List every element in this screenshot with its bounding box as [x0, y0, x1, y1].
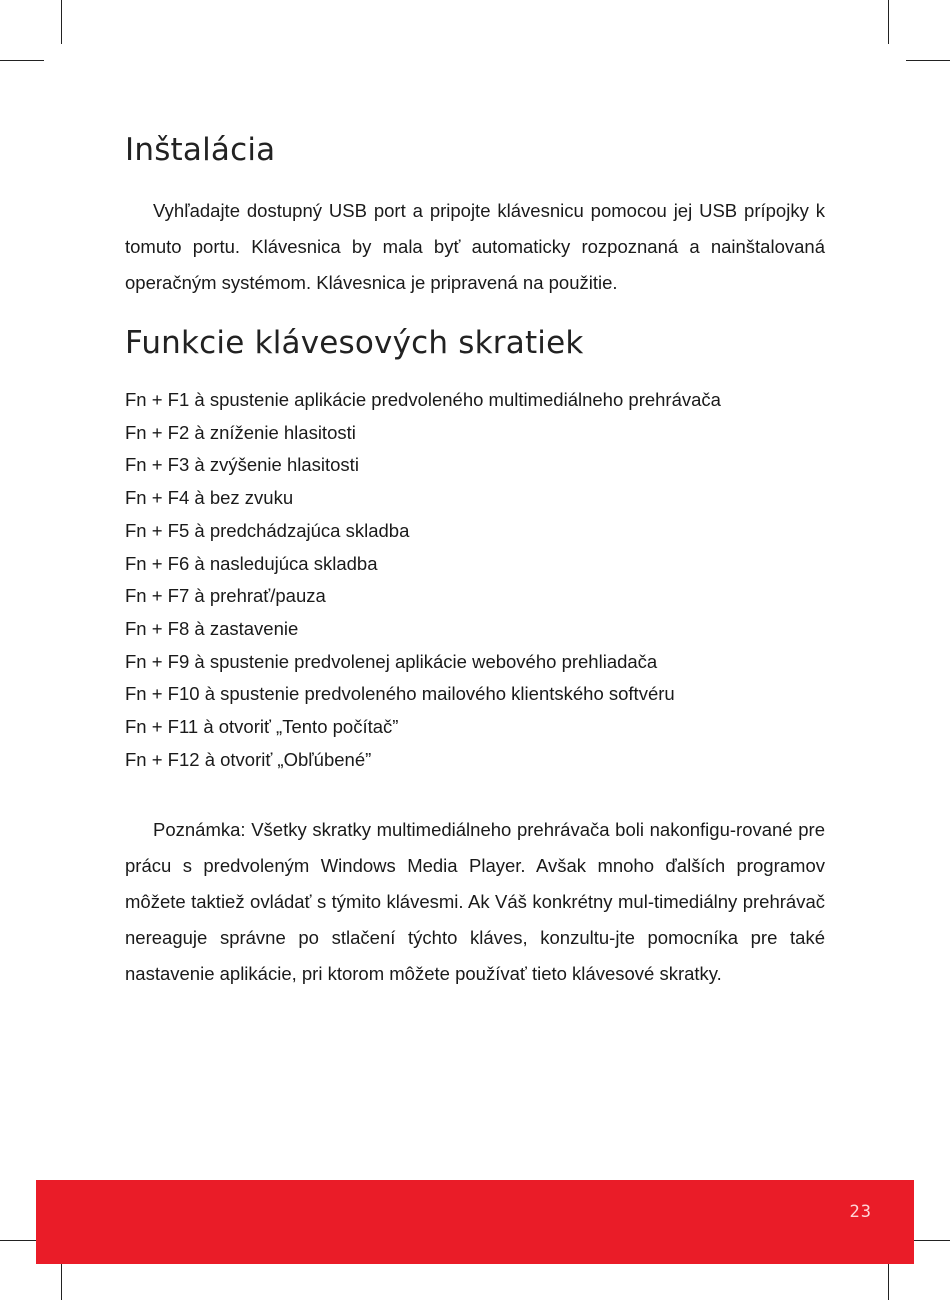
page-content [125, 130, 825, 992]
shortcut-item: Fn + F8 à zastavenie [125, 617, 299, 639]
shortcut-item: Fn + F4 à bez zvuku [125, 487, 294, 509]
installation-paragraph: Vyhľadajte dostupný USB port a pripojte klávesnicu pomocou jej USB prípojky k tomuto portu. Klávesnica by mala byť automaticky rozpoznaná a nainštalovaná operačným systémom. Klávesnica je pripravená na použitie. [125, 200, 825, 293]
shortcut-item: Fn + F6 à nasledujúca skladba [125, 552, 378, 574]
note-paragraph: Poznámka: Všetky skratky multimediálneho prehrávača boli nakonfigu-rované pre prácu s predvoleným Windows Media Player. Avšak mnoho ďalších programov môžete taktiež ovládať s týmito klávesmi. Ak Váš konkrétny mul-timediálny prehrávač nereaguje správne po stlačení týchto kláves, konzultu-jte pomocníka pre také nastavenie aplikácie, pri ktorom môžete používať tieto klávesové skratky. [125, 819, 825, 985]
shortcut-item: Fn + F9 à spustenie predvolenej aplikácie webového prehliadača [125, 650, 658, 672]
installation-heading: Inštalácia [125, 132, 276, 168]
shortcut-item: Fn + F5 à predchádzajúca skladba [125, 519, 410, 541]
crop-mark [906, 60, 950, 61]
shortcut-item: Fn + F10 à spustenie predvoleného mailového klientského softvéru [125, 683, 675, 705]
shortcut-item: Fn + F7 à prehrať/pauza [125, 585, 326, 607]
shortcut-item: Fn + F11 à otvoriť „Tento počítač” [125, 716, 399, 738]
crop-mark [61, 0, 62, 44]
shortcut-list [125, 384, 825, 776]
shortcut-item: Fn + F2 à zníženie hlasitosti [125, 421, 356, 443]
shortcuts-heading: Funkcie klávesových skratiek [125, 325, 584, 361]
crop-mark [0, 60, 44, 61]
page-number: 23 [849, 1202, 872, 1222]
shortcut-item: Fn + F12 à otvoriť „Obľúbené” [125, 748, 372, 770]
crop-mark [888, 0, 889, 44]
shortcut-item: Fn + F1 à spustenie aplikácie predvoleného multimediálneho prehrávača [125, 389, 721, 410]
footer-bar [36, 1180, 914, 1264]
shortcut-item: Fn + F3 à zvýšenie hlasitosti [125, 454, 359, 476]
